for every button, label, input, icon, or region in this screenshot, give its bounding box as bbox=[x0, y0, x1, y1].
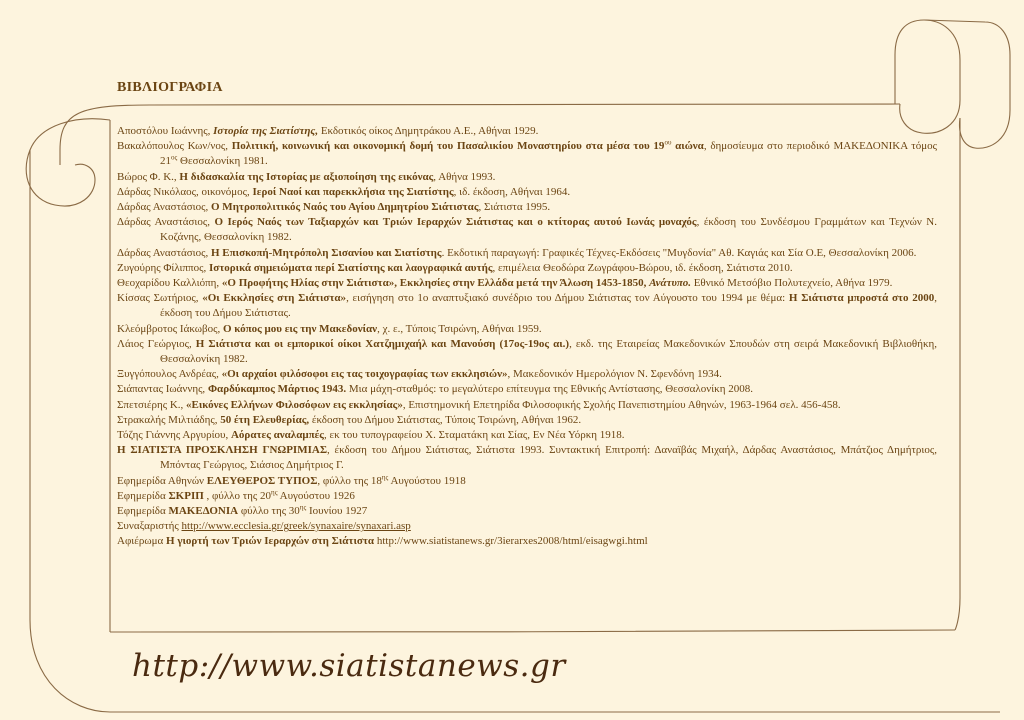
entry-text: , ιδ. έκδοση, Αθήναι 1964. bbox=[453, 185, 571, 198]
entry-text: Δάρδας Αναστάσιος, bbox=[117, 201, 211, 214]
entry-text: Στρακαλής Μιλτιάδης, bbox=[117, 413, 221, 426]
entry-text: Η Σιάτιστα και οι εμπορικοί οίκοι Χατζημιχαήλ και Μανούση (17ος-19ος αι.) bbox=[195, 337, 570, 350]
entry-text: Η διδασκαλία της Ιστορίας με αξιοποίηση της εικόνας bbox=[179, 170, 434, 183]
entry-text: Αποστόλου Ιωάννης, bbox=[117, 125, 214, 137]
entry-text: Η γιορτή των Τριών Ιεραρχών στη Σιάτιστα bbox=[166, 535, 375, 548]
bibliography-entry bbox=[117, 413, 937, 428]
bibliography-entry bbox=[117, 124, 937, 139]
bibliography-entry bbox=[117, 276, 937, 291]
entry-text: . Εκδοτική παραγωγή: Γραφικές Τέχνες-Εκδόσεις "Μυγδονία" Αθ. Καγιάς και Σία Ο.Ε, Θεσσαλονίκη 2006. bbox=[441, 246, 917, 259]
bibliography-entry bbox=[117, 185, 937, 200]
entry-text: Δάρδας Αναστάσιος, bbox=[117, 216, 215, 229]
bibliography-entry bbox=[117, 534, 937, 549]
entry-text: Πολιτική, κοινωνική και οικονομική δομή του Πασαλικίου Μοναστηρίου στα μέσα του 19 bbox=[231, 140, 665, 153]
bibliography-entry bbox=[117, 246, 937, 261]
entry-text: , έκδοση του Συνδέσμου Γραμμάτων και Τεχνών Ν. Κοζάνης, Θεσσαλονίκη 1982. bbox=[160, 216, 937, 244]
superscript-text: ος bbox=[171, 153, 178, 162]
bibliography-entry bbox=[117, 261, 937, 276]
entry-text: , φύλλο της 18 bbox=[317, 474, 382, 487]
entry-text: Σιάπαντας Ιωάννης, bbox=[117, 383, 208, 396]
bibliography-entry bbox=[117, 428, 937, 443]
bibliography-entry bbox=[117, 398, 937, 413]
entry-text: «Εικόνες Ελλήνων Φιλοσόφων εις εκκλησίας» bbox=[186, 398, 403, 411]
entry-text: Μια μάχη-σταθμός: το μεγαλύτερο επίτευγμα της Εθνικής Αντίστασης, Θεσσαλονίκη 2008. bbox=[346, 383, 753, 396]
entry-text: Εφημερίδα bbox=[117, 505, 169, 518]
bibliography-entry bbox=[117, 139, 937, 169]
entry-text: Ο κόπος μου εις την Μακεδονίαν bbox=[222, 322, 378, 335]
entry-text: Κλεόμβροτος Ιάκωβος, bbox=[117, 322, 223, 335]
entry-text: ΕΛΕΥΘΕΡΟΣ ΤΥΠΟΣ bbox=[206, 474, 318, 487]
entry-text: , φύλλο της 20 bbox=[203, 489, 272, 502]
superscript-text: ης bbox=[299, 503, 307, 512]
entry-text: έκδοση του Δήμου Σιάτιστας, Τύποις Τσιρώνη, Αθήναι 1962. bbox=[309, 413, 582, 426]
entry-text: , έκδοση του Δήμου Σιάτιστας, Σιάτιστα 1993. Συντακτική Επιτροπή: Δαναϊβάς Μιχαήλ, Δάρδας Αναστάσιος, Μπάτζιος Δημήτριος, Μπόντας Γεώργιος, Σιάσιος Δημήτριος Γ. bbox=[160, 444, 937, 472]
superscript-text: ης bbox=[381, 473, 389, 482]
entry-text: , εκδ. της Εταιρείας Μακεδονικών Σπουδών στη σειρά Μακεδονική Βιβλιοθήκη, Θεσσαλονίκη 1982. bbox=[160, 337, 937, 366]
entry-text: Θεοχαρίδου Καλλιόπη, bbox=[117, 277, 222, 290]
bibliography-entry bbox=[117, 504, 937, 519]
entry-text: ΜΑΚΕΔΟΝΙΑ bbox=[168, 505, 239, 518]
entry-text: Ιεροί Ναοί και παρεκκλήσια της Σιατίστης bbox=[252, 185, 454, 198]
entry-text: Αυγούστου 1926 bbox=[277, 489, 355, 502]
superscript-text: ης bbox=[271, 488, 278, 497]
entry-text: Συναξαριστής bbox=[117, 520, 182, 533]
bibliography-entry bbox=[117, 474, 937, 489]
reference-link[interactable]: http://www.ecclesia.gr/greek/synaxaire/synaxari.asp bbox=[181, 520, 411, 533]
entry-text: , έκδοση του Δήμου Σιάτιστας. bbox=[160, 292, 937, 320]
superscript-text: ου bbox=[664, 138, 672, 147]
entry-text: Ιστορία της Σιατίστης, bbox=[213, 125, 319, 137]
entry-text: , χ. ε., Τύποις Τσιρώνη, Αθήναι 1959. bbox=[377, 322, 542, 335]
entry-text: Η ΣΙΑΤΙΣΤΑ ΠΡΟΣΚΛΗΣΗ ΓΝΩΡΙΜΙΑΣ bbox=[117, 444, 328, 457]
entry-text: «Ο Προφήτης Ηλίας στην Σιάτιστα», Εκκλησίες στην Ελλάδα μετά την Άλωση 1453-1850, bbox=[221, 277, 650, 290]
entry-text: Η Σιάτιστα μπροστά στο 2000 bbox=[788, 292, 935, 305]
entry-text: Δάρδας Νικόλαος, οικονόμος, bbox=[117, 185, 253, 198]
entry-text: Ξυγγόπουλος Ανδρέας, bbox=[117, 368, 222, 381]
entry-text: , επιμέλεια Θεοδώρα Ζωγράφου-Βώρου, ιδ. έκδοση, Σιάτιστα 2010. bbox=[492, 261, 793, 274]
bibliography-entry bbox=[117, 322, 937, 337]
entry-text: Αόρατες αναλαμπές bbox=[230, 429, 324, 442]
entry-text: Εφημερίδα bbox=[117, 489, 169, 502]
bibliography-entry bbox=[117, 215, 937, 245]
bibliography-entry bbox=[117, 200, 937, 215]
entry-text: Βακαλόπουλος Κων/νος, bbox=[117, 140, 232, 153]
bibliography-entry bbox=[117, 337, 937, 367]
entry-text: «Οι αρχαίοι φιλόσοφοι εις τας τοιχογραφίας των εκκλησιών» bbox=[221, 368, 508, 381]
entry-text: Η Επισκοπή-Μητρόπολη Σισανίου και Σιατίστης bbox=[211, 246, 442, 259]
entry-text: Εφημερίδα Αθηνών bbox=[117, 474, 207, 487]
entry-text: , Επιστημονική Επετηρίδα Φιλοσοφικής Σχολής Πανεπιστημίου Αθηνών, 1963-1964 σελ. 456-458. bbox=[402, 398, 841, 411]
entry-text: Φαρδύκαμπος Μάρτιος 1943. bbox=[207, 383, 347, 396]
bibliography-entry bbox=[117, 382, 937, 397]
bibliography-entry bbox=[117, 443, 937, 473]
bibliography-entry bbox=[117, 170, 937, 185]
entry-text: Αφιέρωμα bbox=[117, 535, 167, 548]
entry-text: Βώρος Φ. Κ., bbox=[117, 170, 180, 183]
entry-text: Λάιος Γεώργιος, bbox=[117, 337, 196, 350]
entry-text: , εκ του τυπογραφείου Χ. Σταματάκη και Σίας, Εν Νέα Υόρκη 1918. bbox=[323, 429, 625, 442]
entry-text: , δημοσίευμα στο περιοδικό ΜΑΚΕΔΟΝΙΚΑ τόμος 21 bbox=[160, 140, 937, 168]
footer-url: http://www.siatistanews.gr bbox=[132, 648, 566, 684]
entry-text: ΣΚΡΙΠ bbox=[168, 489, 204, 502]
entry-text: Ο Μητροπολιτικός Ναός του Αγίου Δημητρίου Σιάτιστας bbox=[211, 201, 479, 214]
page-title: ΒΙΒΛΙΟΓΡΑΦΙΑ bbox=[117, 80, 223, 95]
entry-text: Σπετσιέρης Κ., bbox=[117, 398, 187, 411]
entry-text: Ιουνίου 1927 bbox=[306, 505, 368, 518]
entry-text: «Οι Εκκλησίες στη Σιάτιστα» bbox=[202, 292, 347, 305]
entry-text: Κίσσας Σωτήριος, bbox=[117, 292, 203, 305]
entry-text: , Μακεδονικόν Ημερολόγιον Ν. Σφενδόνη 1934. bbox=[507, 368, 722, 381]
entry-text: Εκδοτικός οίκος Δημητράκου Α.Ε., Αθήναι 1929. bbox=[318, 125, 539, 137]
entry-text: 50 έτη Ελευθερίας, bbox=[220, 413, 310, 426]
entry-text: Αυγούστου 1918 bbox=[388, 474, 466, 487]
bibliography-entry bbox=[117, 519, 937, 534]
entry-text: Θεσσαλονίκη 1981. bbox=[177, 155, 268, 168]
entry-text: , εισήγηση στο 1ο αναπτυξιακό συνέδριο του Δήμου Σιάτιστας τον Αύγουστο του 1994 με θέμα: bbox=[346, 292, 789, 305]
entry-text: Ζυγούρης Φίλιππος, bbox=[117, 261, 209, 274]
entry-text: φύλλο της 30 bbox=[238, 505, 300, 518]
entry-text: , Αθήνα 1993. bbox=[433, 170, 496, 183]
entry-text: Δάρδας Αναστάσιος, bbox=[117, 246, 211, 259]
entry-text: Ανάτυπο. bbox=[649, 277, 691, 290]
bibliography-entry bbox=[117, 291, 937, 321]
entry-text: Τόζης Γιάννης Αργυρίου, bbox=[117, 429, 231, 442]
bibliography-entry bbox=[117, 489, 937, 504]
bibliography-list bbox=[117, 124, 937, 550]
entry-text: , Σιάτιστα 1995. bbox=[478, 201, 551, 214]
bibliography-entry bbox=[117, 367, 937, 382]
entry-text: Ο Ιερός Ναός των Ταξιαρχών και Τριών Ιεραρχών Σιάτιστας και ο κτίτορας αυτού Ιωνάς μοναχός bbox=[214, 216, 697, 229]
entry-text: http://www.siatistanews.gr/3ierarxes2008/html/eisagwgi.html bbox=[374, 535, 648, 548]
entry-text: Εθνικό Μετσόβιο Πολυτεχνείο, Αθήνα 1979. bbox=[690, 277, 893, 290]
entry-text: Ιστορικά σημειώματα περί Σιατίστης και λαογραφικά αυτής bbox=[208, 261, 493, 274]
entry-text: αιώνα bbox=[671, 140, 704, 153]
